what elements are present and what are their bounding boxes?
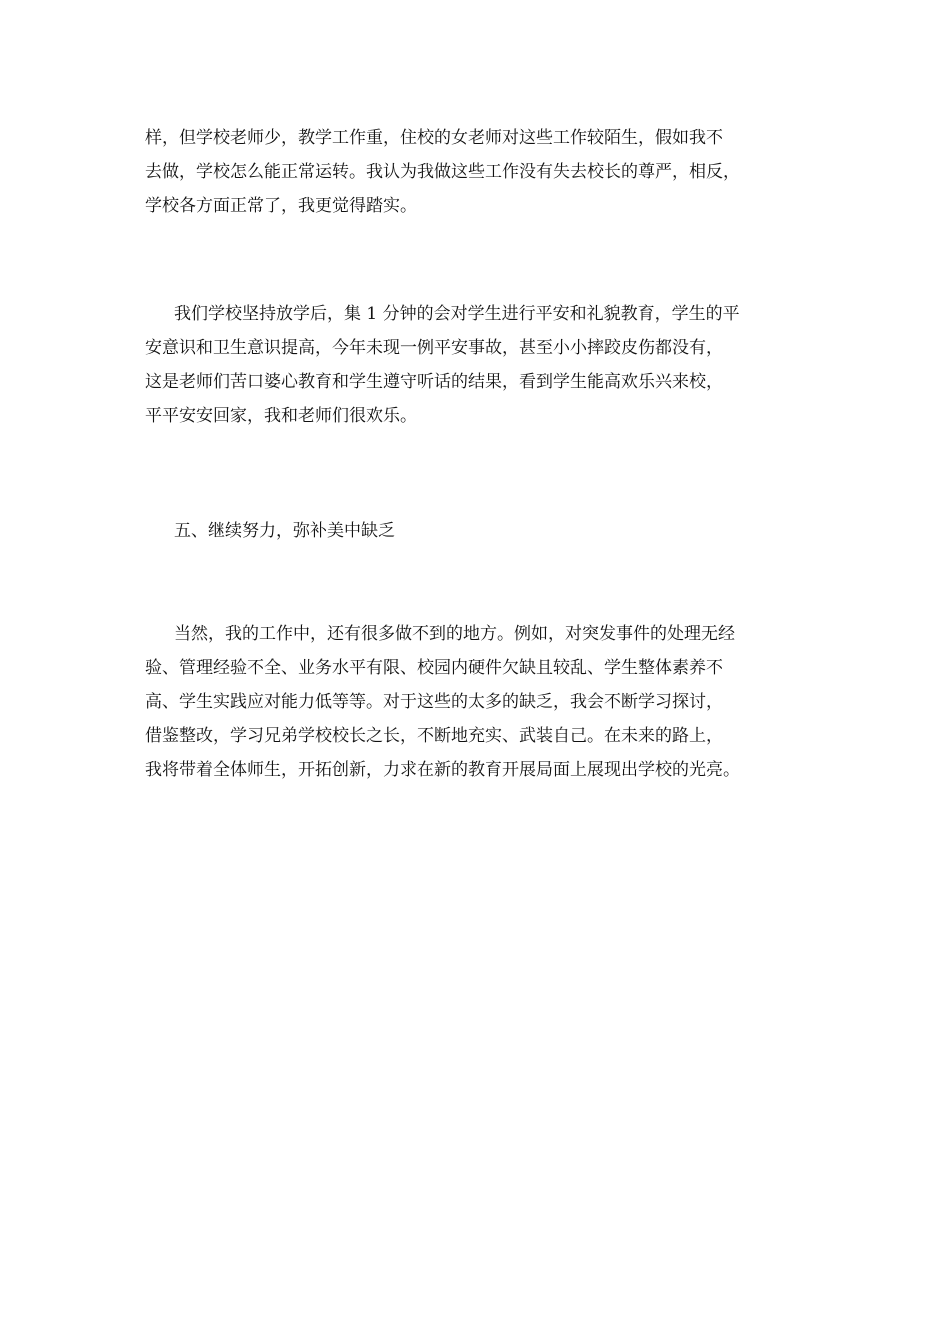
text-line: 去做，学校怎么能正常运转。我认为我做这些工作没有失去校长的尊严，相反， <box>145 162 740 182</box>
text-line: 平平安安回家，我和老师们很欢乐。 <box>145 406 417 426</box>
paragraph-safety-education <box>145 297 815 433</box>
section-heading <box>145 514 815 548</box>
text-line: 高、学生实践应对能力低等等。对于这些的太多的缺乏，我会不断学习探讨， <box>145 692 723 712</box>
paragraph-shortcomings <box>145 617 815 787</box>
text-line: 验、管理经验不全、业务水平有限、校园内硬件欠缺且较乱、学生整体素养不 <box>145 658 723 678</box>
text-line: 借鉴整改，学习兄弟学校校长之长，不断地充实、武装自己。在未来的路上， <box>145 726 723 746</box>
text-line: 我们学校坚持放学后，集 1 分钟的会对学生进行平安和礼貌教育，学生的平 <box>174 304 740 324</box>
text-line: 当然，我的工作中，还有很多做不到的地方。例如，对突发事件的处理无经 <box>174 624 735 644</box>
text-line: 学校各方面正常了，我更觉得踏实。 <box>145 196 417 216</box>
text-line: 样，但学校老师少，教学工作重，住校的女老师对这些工作较陌生，假如我不 <box>145 128 723 148</box>
text-line: 我将带着全体师生，开拓创新，力求在新的教育开展局面上展现出学校的光亮。 <box>145 760 740 780</box>
text-line: 安意识和卫生意识提高，今年未现一例平安事故，甚至小小摔跤皮伤都没有， <box>145 338 723 358</box>
heading-text: 五、继续努力，弥补美中缺乏 <box>174 521 395 541</box>
paragraph-continuation <box>145 121 815 223</box>
text-line: 这是老师们苦口婆心教育和学生遵守听话的结果，看到学生能高欢乐兴来校， <box>145 372 723 392</box>
